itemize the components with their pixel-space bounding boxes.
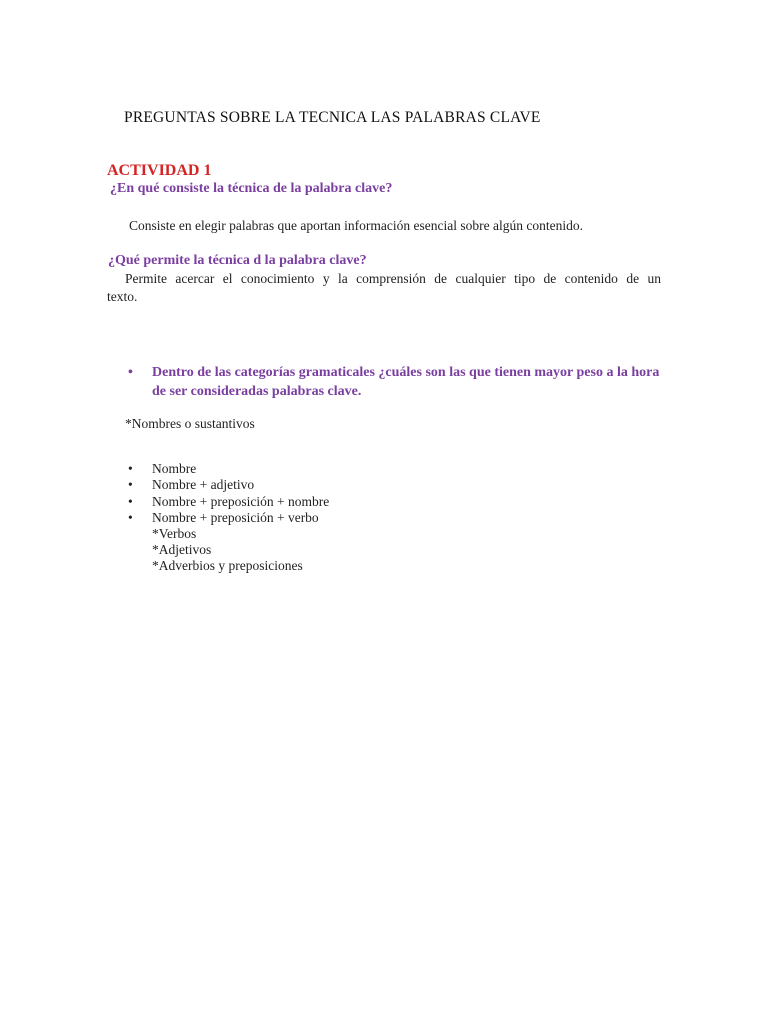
question-1: ¿En qué consiste la técnica de la palabra clave? xyxy=(110,181,393,196)
activity-heading: ACTIVIDAD 1 xyxy=(107,162,212,179)
answer-1: Consiste en elegir palabras que aportan información esencial sobre algún contenido. xyxy=(129,218,583,233)
list-item-text: Nombre + adjetivo xyxy=(152,477,255,493)
bullet-icon: • xyxy=(128,509,133,525)
category-verbs: *Verbos xyxy=(152,526,197,541)
category-adverbs-prepositions: *Adverbios y preposiciones xyxy=(152,558,303,573)
list-item-text: Nombre + preposición + nombre xyxy=(152,493,330,509)
category-adjectives: *Adjetivos xyxy=(152,542,212,557)
list-item xyxy=(128,510,329,526)
noun-list xyxy=(128,461,329,526)
question-2: ¿Qué permite la técnica d la palabra clave? xyxy=(108,253,367,268)
answer-2-line-1-text: Permite acercar el conocimiento y la comprensión de cualquier tipo de contenido de un xyxy=(125,271,661,286)
list-item-text: Nombre + preposición + verbo xyxy=(152,509,319,525)
answer-2-line-1 xyxy=(107,270,661,288)
bullet-icon: • xyxy=(128,477,133,493)
list-item-text: Nombre xyxy=(152,461,197,476)
bullet-question-text: Dentro de las categorías gramaticales ¿cuáles son las que tienen mayor peso a la hora de ser consideradas palabras clave. xyxy=(152,365,660,399)
answer-2-line-2: texto. xyxy=(107,289,138,304)
list-item xyxy=(128,477,329,493)
bullet-icon: • xyxy=(128,365,133,380)
bullet-icon: • xyxy=(128,461,133,476)
list-item xyxy=(128,494,329,510)
bullet-icon: • xyxy=(128,493,133,509)
document-title: PREGUNTAS SOBRE LA TECNICA LAS PALABRAS CLAVE xyxy=(124,109,541,126)
answer-2 xyxy=(107,270,661,306)
nouns-label: *Nombres o sustantivos xyxy=(125,416,255,431)
list-item xyxy=(128,461,329,477)
